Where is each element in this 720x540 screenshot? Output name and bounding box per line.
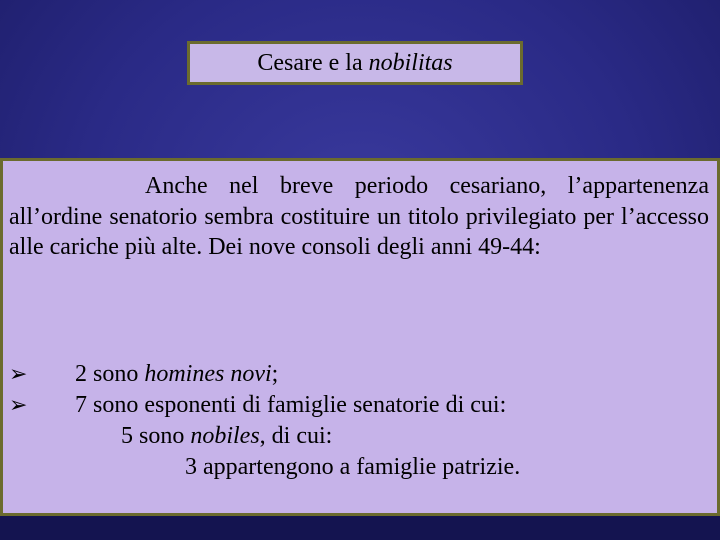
sub-line-text: 5 sono nobiles, di cui: bbox=[121, 423, 333, 449]
title-plain: Cesare e la bbox=[257, 49, 363, 76]
arrow-bullet-icon: ➢ bbox=[9, 393, 28, 418]
title-italic: nobilitas bbox=[368, 49, 453, 76]
arrow-bullet-icon: ➢ bbox=[9, 362, 28, 387]
slide-title bbox=[187, 41, 523, 85]
bottom-bar bbox=[0, 516, 720, 540]
bullet-text: 2 sono homines novi; bbox=[75, 361, 279, 387]
list-item bbox=[9, 390, 709, 421]
intro-text: Anche nel breve periodo cesariano, l’appartenenza all’ordine senatorio sembra costituire un titolo privilegiato per l’accesso alle cariche più alte. Dei nove consoli degli anni 49-44: bbox=[9, 173, 709, 260]
sub-line-text: 3 appartengono a famiglie patrizie. bbox=[185, 454, 521, 480]
sub-list-item bbox=[9, 421, 709, 452]
list-item bbox=[9, 359, 709, 390]
bullet-text: 7 sono esponenti di famiglie senatorie di cui: bbox=[75, 392, 507, 418]
bullet-list bbox=[9, 359, 709, 483]
content-box bbox=[0, 158, 720, 516]
sub-list-item bbox=[9, 452, 709, 483]
intro-paragraph bbox=[9, 171, 709, 263]
